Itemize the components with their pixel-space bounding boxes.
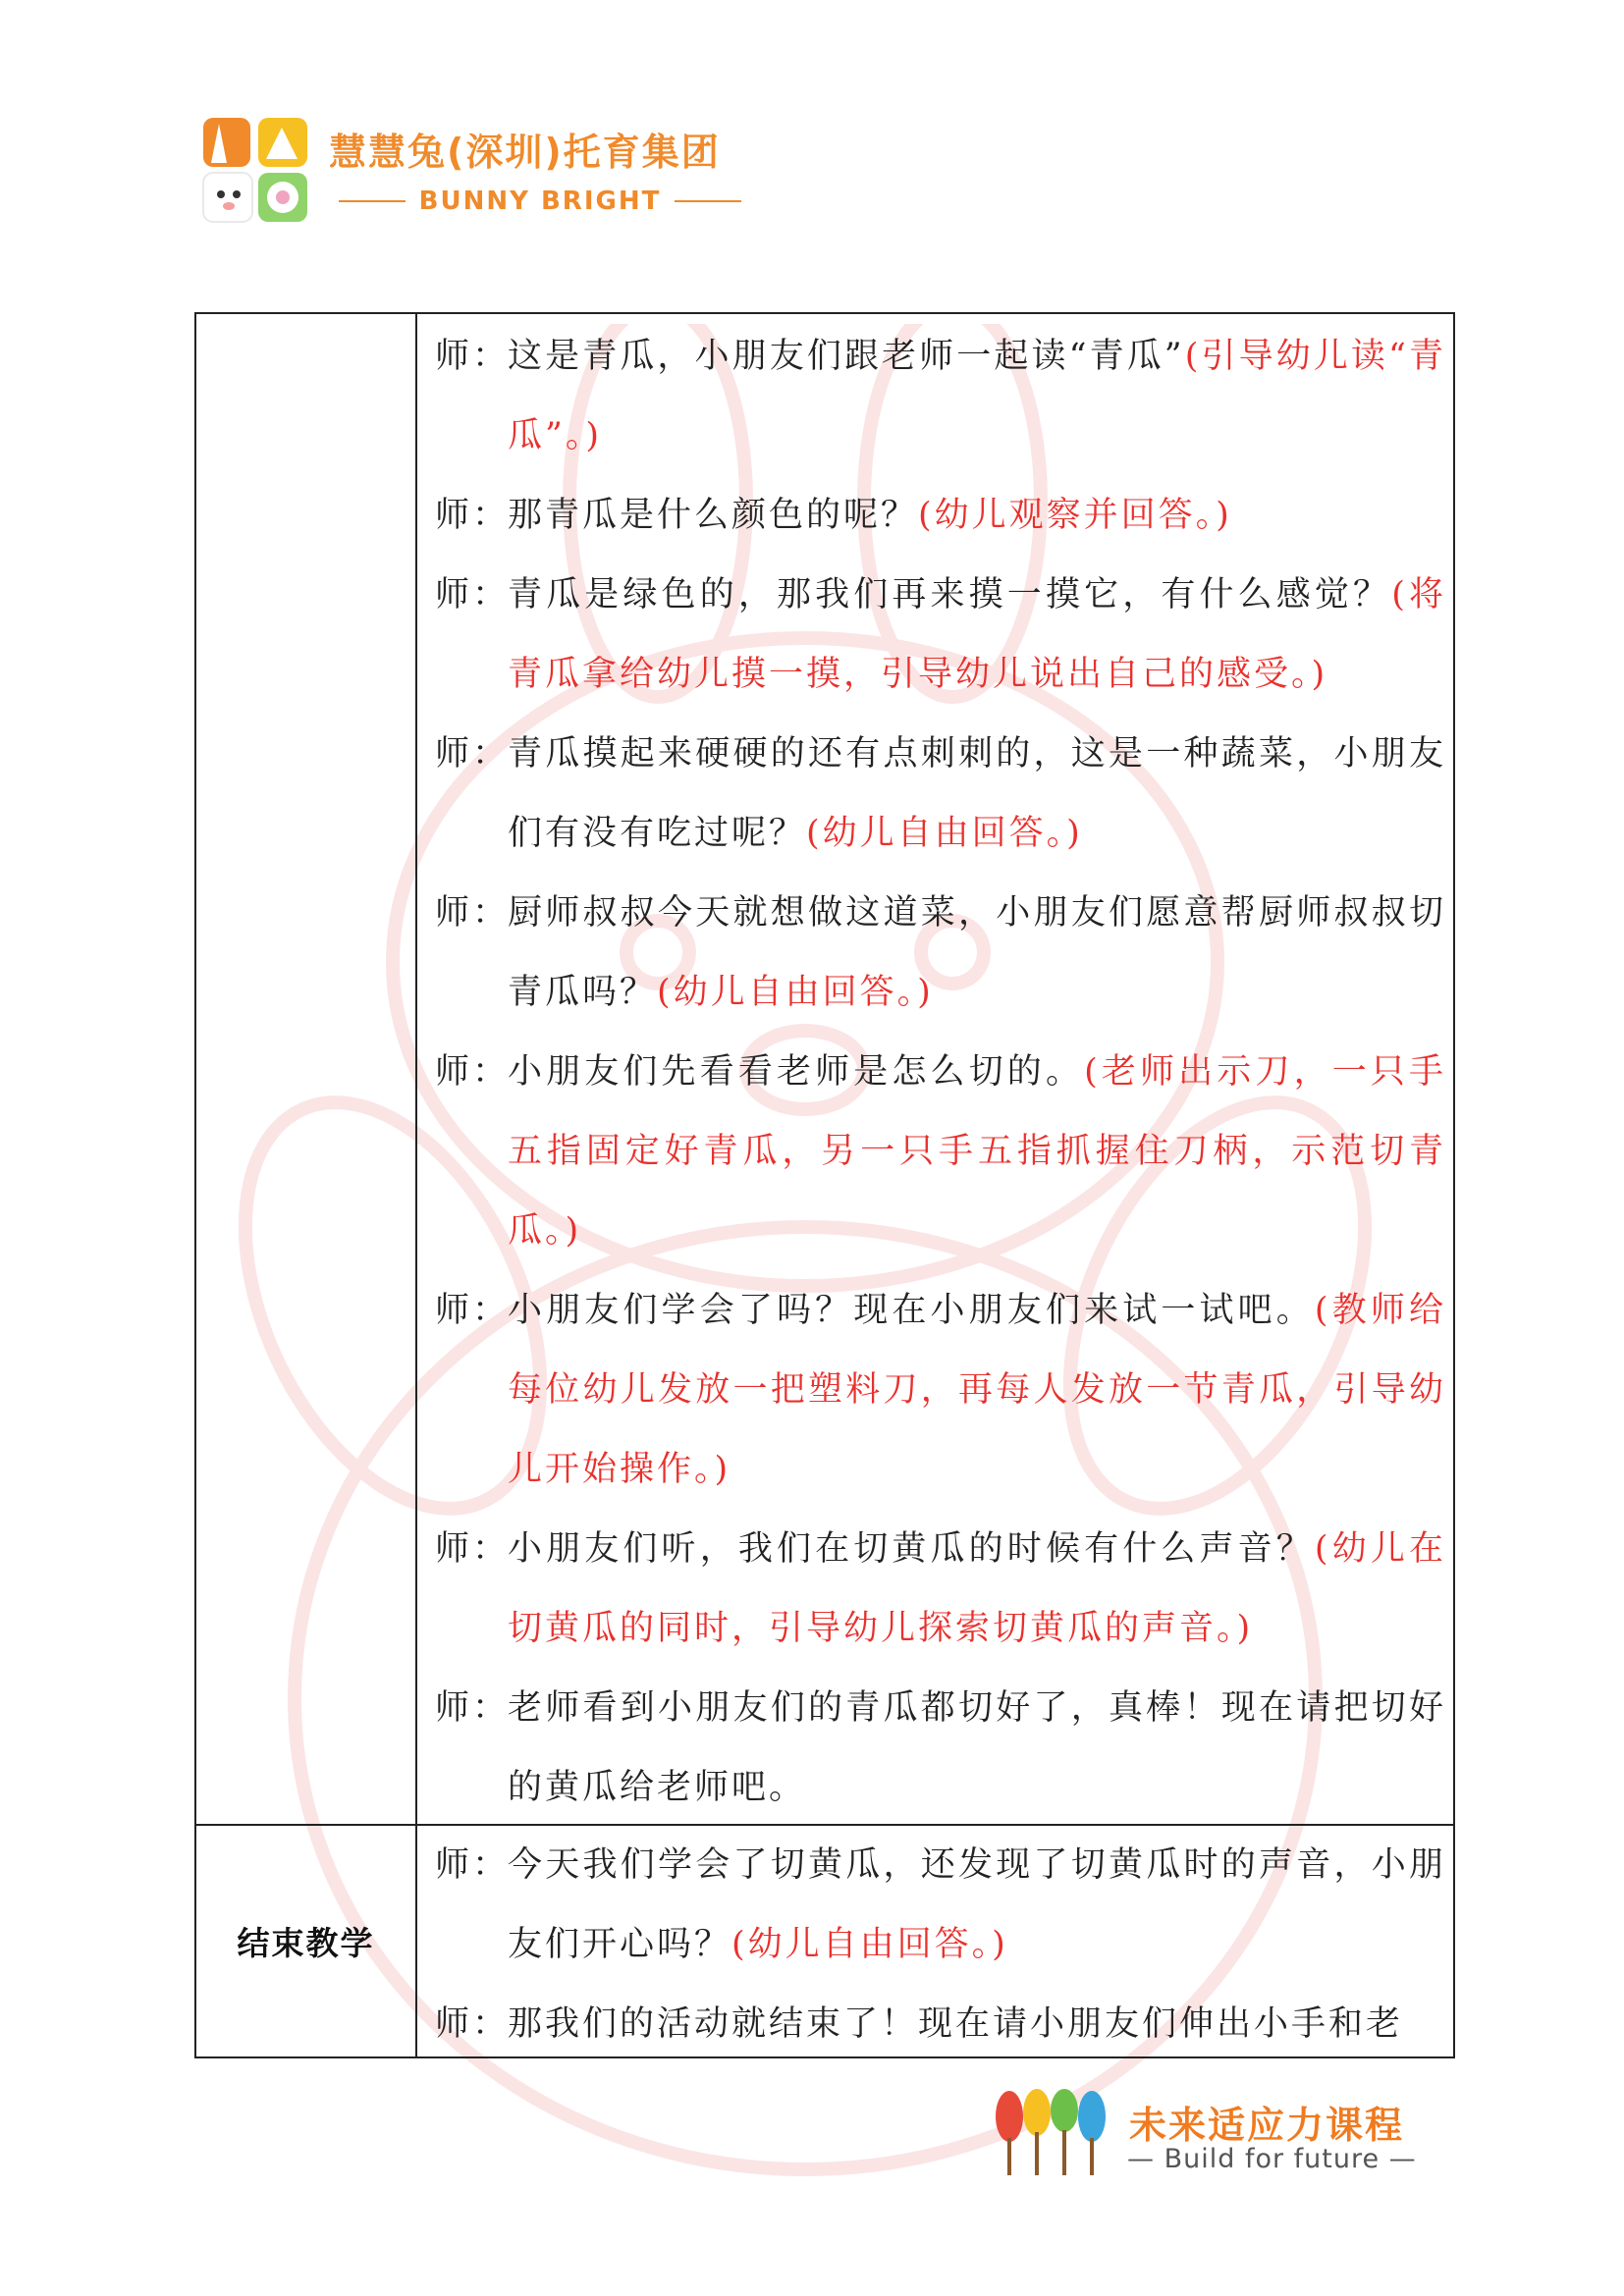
speaker-label: 师：	[435, 1291, 511, 1330]
row-content-cell	[417, 1826, 1453, 2056]
teacher-speech: 今天我们学会了切黄瓜，还发现了切黄瓜时的声音，小朋友们开心吗？	[508, 1845, 1446, 1964]
dialog-line	[435, 1510, 1446, 1669]
speaker-label: 师：	[435, 734, 511, 774]
bunny-logo-icon	[201, 116, 311, 226]
dialog-line	[435, 1985, 1446, 2056]
course-name: 未来适应力课程	[1129, 2104, 1405, 2147]
activity-note: (老师出示刀，一只手五指固定好青瓜，另一只手五指抓握住刀柄，示范切青瓜。)	[508, 1052, 1446, 1251]
speaker-label: 师：	[435, 575, 511, 614]
tagline-rule-right	[675, 200, 741, 202]
dialog-line	[435, 556, 1446, 715]
course-logo-icon	[994, 2083, 1117, 2177]
speaker-label: 师：	[435, 893, 511, 933]
activity-note: (引导幼儿读“青瓜”。)	[508, 337, 1446, 455]
speaker-label: 师：	[435, 1529, 511, 1569]
dialog-line	[435, 1033, 1446, 1271]
speaker-label: 师：	[435, 1688, 511, 1728]
tagline-rule-left	[339, 200, 406, 202]
table-row	[196, 1826, 1453, 2056]
speaker-label: 师：	[435, 496, 511, 535]
teacher-speech: 小朋友们听，我们在切黄瓜的时候有什么声音？	[508, 1529, 1315, 1569]
activity-note: (幼儿观察并回答。)	[918, 496, 1232, 535]
activity-note: (将青瓜拿给幼儿摸一摸，引导幼儿说出自己的感受。)	[508, 575, 1446, 694]
row-content-cell	[417, 314, 1453, 1824]
teacher-speech: 厨师叔叔今天就想做这道菜，小朋友们愿意帮厨师叔叔切青瓜吗？	[508, 893, 1446, 1012]
activity-note: (幼儿自由回答。)	[806, 814, 1083, 853]
brand-name-cn: 慧慧兔(深圳)托育集团	[329, 131, 721, 174]
course-tagline: — Build for future —	[1127, 2144, 1417, 2174]
brand-name-en: BUNNY BRIGHT	[418, 187, 662, 216]
speaker-label: 师：	[435, 1052, 511, 1092]
teacher-speech: 老师看到小朋友们的青瓜都切好了，真棒！现在请把切好的黄瓜给老师吧。	[508, 1688, 1446, 1807]
footer-logo	[994, 2083, 1435, 2181]
activity-note: (幼儿自由回答。)	[731, 1925, 1008, 1964]
dialog-line	[435, 1669, 1446, 1824]
dialog-line	[435, 874, 1446, 1033]
dialog-line	[435, 1826, 1446, 1985]
speaker-label: 师：	[435, 2004, 511, 2044]
speaker-label: 师：	[435, 1845, 511, 1885]
teacher-speech: 这是青瓜，小朋友们跟老师一起读“青瓜”	[508, 337, 1185, 376]
dialog-line	[435, 1271, 1446, 1510]
speaker-label: 师：	[435, 337, 511, 376]
dialog-line	[435, 476, 1446, 556]
row-label-cell	[196, 1826, 417, 2056]
table-row	[196, 314, 1453, 1826]
lesson-plan-table	[194, 312, 1455, 2058]
header-logo	[201, 116, 751, 229]
brand-tagline	[339, 187, 741, 216]
teacher-speech: 那我们的活动就结束了！现在请小朋友们伸出小手和老	[508, 2004, 1404, 2044]
dialog-line	[435, 317, 1446, 476]
teacher-speech: 青瓜是绿色的，那我们再来摸一摸它，有什么感觉？	[508, 575, 1392, 614]
teacher-speech: 小朋友们先看看老师是怎么切的。	[508, 1052, 1085, 1092]
row-label-ending-teaching: 结束教学	[237, 1924, 375, 1962]
teacher-speech: 小朋友们学会了吗？现在小朋友们来试一试吧。	[508, 1291, 1315, 1330]
dialog-line	[435, 715, 1446, 874]
teacher-speech: 那青瓜是什么颜色的呢？	[508, 496, 919, 535]
activity-note: (幼儿自由回答。)	[657, 973, 934, 1012]
row-label-cell	[196, 314, 417, 1824]
activity-note: (幼儿在切黄瓜的同时，引导幼儿探索切黄瓜的声音。)	[508, 1529, 1446, 1648]
activity-note: (教师给每位幼儿发放一把塑料刀，再每人发放一节青瓜，引导幼儿开始操作。)	[508, 1291, 1446, 1489]
teacher-speech: 青瓜摸起来硬硬的还有点刺刺的，这是一种蔬菜，小朋友们有没有吃过呢？	[508, 734, 1446, 853]
